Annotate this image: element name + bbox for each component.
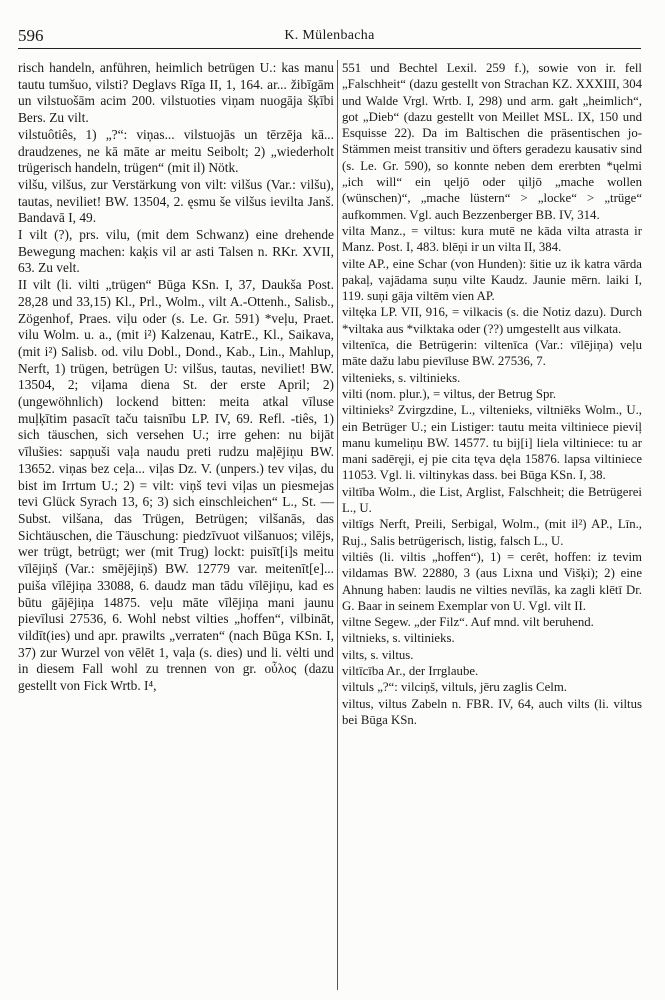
entry-paragraph: viltiês (li. viltis „hoffen“), 1) = cerêt, hoffen: iz tevim vildamas BW. 22880, 3 (aus Lixna und Višķi); 2) eine Ahnung haben: laudis ne vilties nevīlās, ka zagli klētī Dr. G. Baar in seinem Exemplar von U. Vgl. vilt II. xyxy=(342,549,642,613)
entry-paragraph: viltinieks² Zvirgzdine, L., viltenieks, viltniēks Wolm., U., ein Betrüger U.; ein Listiger: tautu meita viltiniece pieviļ manu kumeliņu BW. 14577. tu bij[i] liela viltiniece: tu ar mani sadēręji, ej pie cita tęva dęla 15876. lapsa viltiniece 11053. Vgl. li. viltinykas dass. bei Būga KSn. I, 38. xyxy=(342,403,642,483)
entry-paragraph: viltus, viltus Zabeln n. FBR. IV, 64, auch vilts (li. viltus bei Būga KSn. xyxy=(342,696,642,727)
entry-paragraph: risch handeln, anführen, heimlich betrügen U.: kas manu tautu tumšuo, vilsti? Deglavs Rīga II, 1, 164. ar... žibīgām un vilstuošām acim 200. vilstuoties viņam nuogāja šķībi Bers. Zu vilt. xyxy=(18,60,334,126)
entry-paragraph: viltība Wolm., die List, Arglist, Falschheit; die Betrügerei L., U. xyxy=(342,484,642,516)
entry-paragraph: vilšu, vilšus, zur Verstärkung von vilt: vilšus (Var.: vilšu), tautas, neviliet! BW. 13504, 2. ęsmu še vilšus ievilta Janš. Bandavā I, 49. xyxy=(18,176,334,226)
entry-paragraph: viltīgs Nerft, Preili, Serbigal, Wolm., (mit il²) AP., Līn., Ruj., Salis betrügerisch, listig, falsch L., U. xyxy=(342,517,642,548)
entry-paragraph: viltīcība Ar., der Irrglaube. xyxy=(342,663,479,678)
entry-paragraph: vilta Manz., = viltus: kura mutē ne kāda vilta atrasta ir Manz. Post. I, 483. blēņi ir un vilta II, 384. xyxy=(342,223,642,255)
page-header xyxy=(18,22,641,49)
page-number: 596 xyxy=(18,26,44,45)
entry-paragraph: I vilt (?), prs. vilu, (mit dem Schwanz) eine drehende Bewegung machen: kaķis vil ar asti Talsen n. RKr. XVII, 63. Zu velt. xyxy=(18,227,334,276)
entry-paragraph: II vilt (li. vilti „trügen“ Būga KSn. I, 37, Daukša Post. 28,28 und 33,15) Kl., Prl., Wolm., vilt A.-Ottenh., Salisb., Zögenhof, Praes. viļu oder (s. Le. Gr. 591) *veļu, Praet. vilu Wolm. u. a., (mit i²) Kalzenau, KatrE., Kl., Saikava, (mit i²) Salisb. od. vilu Dobl., Dond., Kab., Lin., Mahlup, Nerft, 1) trügen, betrügen U: vilšus, tautas, neviliet! BW. 13504, 2; viļama diena St. der erste April; 2) (ungewöhnlich) lockend bitten: meita atkal vīluse muļķītim pasacīt taču taisnību LP. IV, 69. Refl. -tiês, 1) sich täuschen, sich versehen U.; irre gehen: nu bijāt vīlušies: sapņuši vaļa naudu preti rudzu maļējiņu BW. 13652. viņas bez ceļa... viļas Dz. V. (unpers.) tev viļas, du bist im Irrtum U.; 2) = vilt: viņš tevi viļas un piesmejas tevi Glück Syrach 13, 6; 3) sich einschleichen“ L., St. — Subst. vilšana, das Trügen, Betrügen; vilšanās, das Sichtäuschen, die Täuschung: piedzīvuot vilšanuos; vilējs, wer trügt, betrügt; wer (mit Trug) lockt: puisīt[i]s meitu vīlējiņš (Var.: smējējiņš) BW. 12779 var. meitenīt[e]... puiša vīlējiņa 33088, 6. daudz man tādu vīlējiņu, kad es būtu gājējiņa 14875. veļu māte vīlējiņa mani jaunu pievīlusi 27536, 6. Wohl nebst vilties „hoffen“, vilbināt, vildīt(ies) und apr. prawilts „verraten“ (nach Būga KSn. I, 37) zur Wurzel von vēlēt 1, vaļa (s. dies) und li. vėlti und in diesem Fall wohl zu trennen von gr. οὖλος (dazu gestellt von Fick Wrtb. I⁴, xyxy=(18,277,334,694)
left-column xyxy=(18,60,334,695)
entry-paragraph: vilstuôtiês, 1) „?“: viņas... vilstuojās un tērzēja kā... draudzenes, ne kā māte ar meitu Seibolt; 2) „wiederholt trügerisch handeln, trügen“ (mit il) Nötk. xyxy=(18,126,334,176)
entry-paragraph: vilts, s. viltus. xyxy=(342,647,414,662)
entry-paragraph: viltęka LP. VII, 916, = vilkacis (s. die Notiz dazu). Durch *viltaka aus *vilktaka oder (??) umgestellt aus vilkata. xyxy=(342,305,642,336)
entry-paragraph: vilti (nom. plur.), = viltus, der Betrug Spr. xyxy=(342,386,557,401)
right-column xyxy=(342,60,642,728)
column-divider xyxy=(337,60,338,990)
entry-paragraph: viltenīca, die Betrügerin: viltenīca (Var.: vīlējiņa) veļu māte dažu labu pievīluse BW. 27536, 7. xyxy=(342,338,642,369)
entry-paragraph: vilte AP., eine Schar (von Hunden): šitie uz ik katra vārda pakaļ, vajādama suņu vilte Kaudz. Jaunie mērn. laiki I, 119. suņi gāja viltēm vien AP. xyxy=(342,256,642,304)
entry-paragraph: 551 und Bechtel Lexil. 259 f.), sowie von ir. fell „Falschheit“ (dazu gestellt von Strachan KZ. XXXIII, 304 und Walde Vrgl. Wrtb. I, 298) und arm. gałt „heimlich“, got „Dieb“ (dazu gestellt von Meillet MSL. IX, 150 und Esquisse 22). Da im Baltischen die präsentischen jo- Stämmen meist transitiv und öfters geradezu kausativ sind (s. Le. Gr. 590), so konnte neben dem ererbten *ųelmi „ich will“ ein ųeljō oder ųiljō „mache wollen (wünschen)“, „mache lüstern“ > „locke“ > „trüge“ aufkommen. Vgl. auch Bezzenberger BB. IV, 314. xyxy=(342,61,642,222)
entry-paragraph: viltenieks, s. viltinieks. xyxy=(342,370,461,385)
entry-paragraph: viltne Segew. „der Filz“. Auf mnd. vilt beruhend. xyxy=(342,615,594,630)
entry-paragraph: viltnieks, s. viltinieks. xyxy=(342,631,455,646)
entry-paragraph: viltuls „?“: vilciņš, viltuls, jēru zaglis Celm. xyxy=(342,680,567,695)
running-head: K. Mülenbacha xyxy=(284,28,375,43)
